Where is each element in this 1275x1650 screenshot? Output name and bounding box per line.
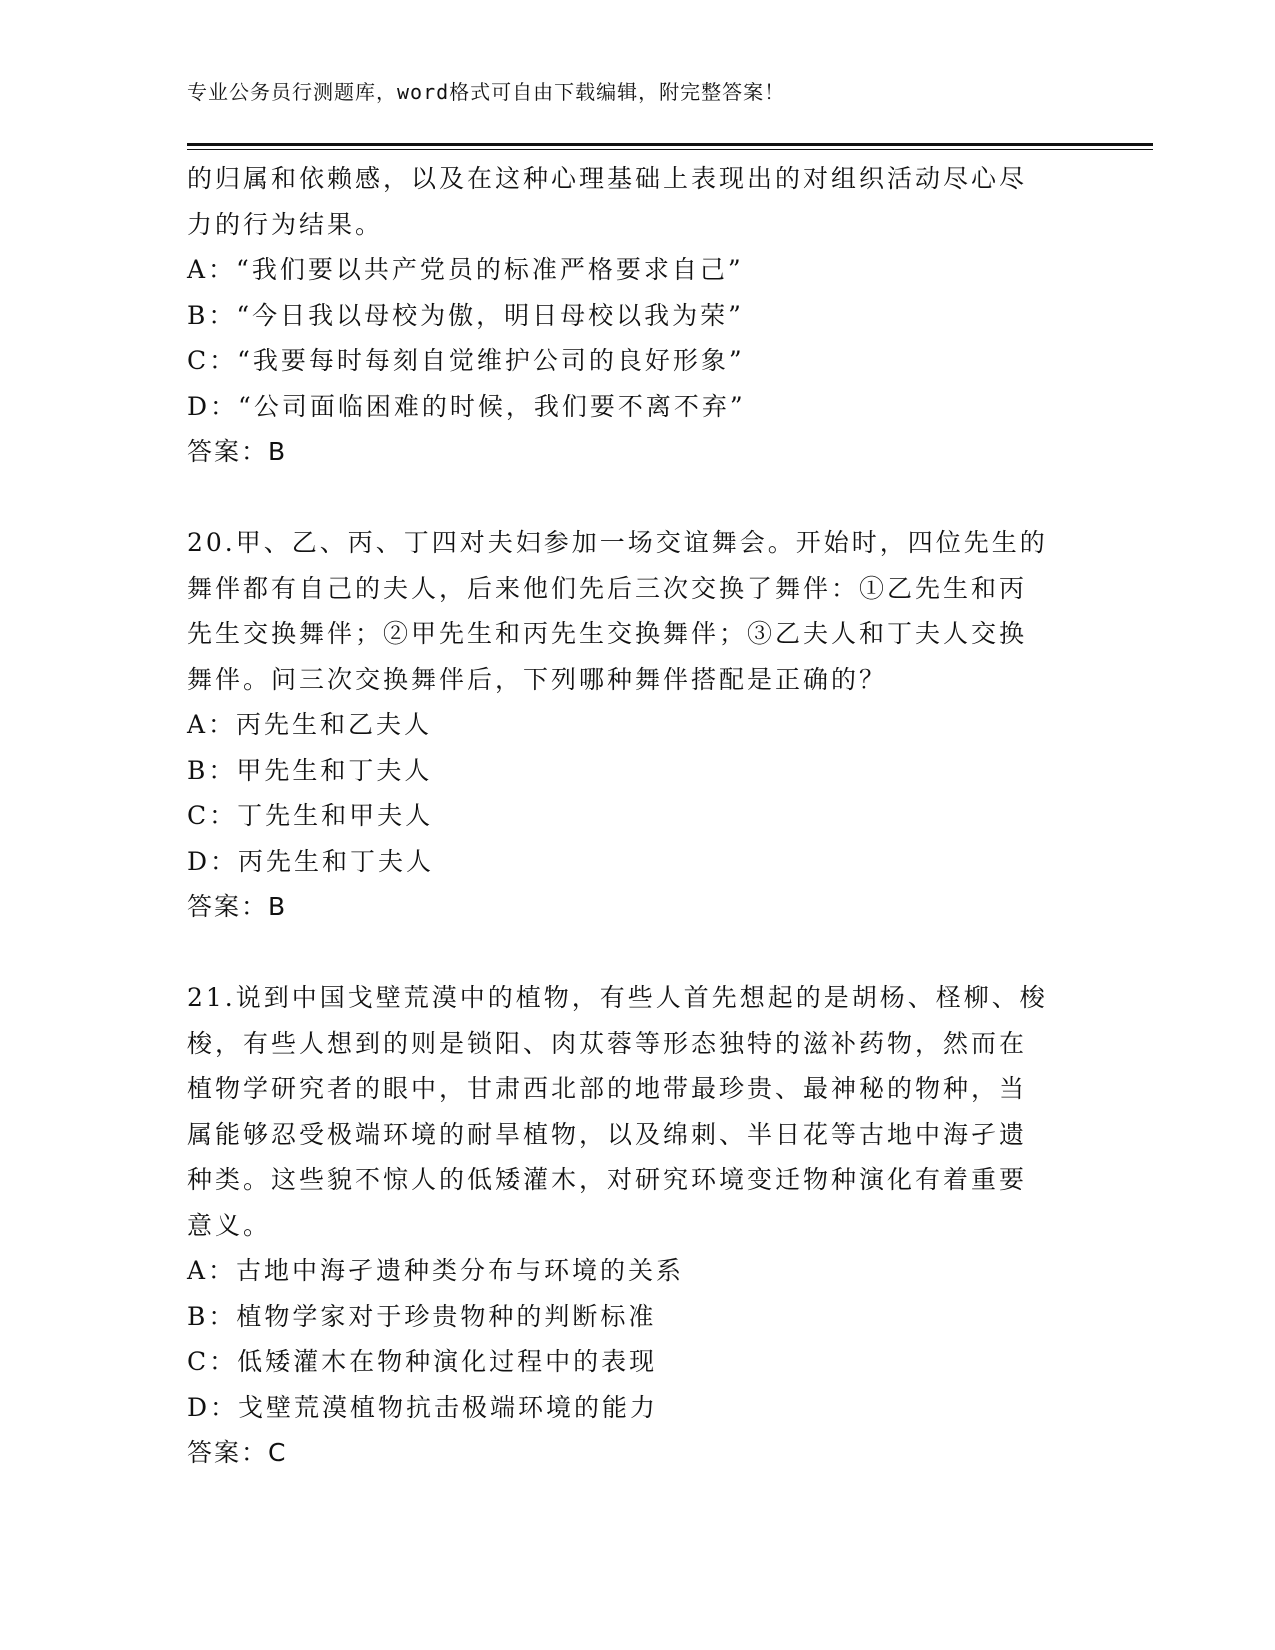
question-21-stem-line: 种类。这些貌不惊人的低矮灌木，对研究环境变迁物种演化有着重要 (187, 1165, 1028, 1194)
question-21-option-a: A：古地中海孑遗种类分布与环境的关系 (187, 1256, 685, 1285)
header-rule-thin (187, 149, 1153, 150)
question-20-stem-line: 20.甲、乙、丙、丁四对夫妇参加一场交谊舞会。开始时，四位先生的 (187, 528, 1048, 557)
question-21-stem-line: 意义。 (187, 1210, 272, 1240)
question-21-stem-line: 植物学研究者的眼中，甘肃西北部的地带最珍贵、最神秘的物种，当 (187, 1074, 1028, 1103)
question-20-stem-line: 舞伴。问三次交换舞伴后，下列哪种舞伴搭配是正确的？ (187, 664, 888, 694)
question-prev-answer: 答案：B (187, 437, 288, 466)
question-prev-option-d: D：“公司面临困难的时候，我们要不离不弃” (187, 391, 746, 421)
question-20-stem-line: 先生交换舞伴；②甲先生和丙先生交换舞伴；③乙夫人和丁夫人交换 (187, 619, 1028, 648)
question-21-stem-line: 21.说到中国戈壁荒漠中的植物，有些人首先想起的是胡杨、柽柳、梭 (187, 983, 1048, 1012)
question-prev-stem-line: 力的行为结果。 (187, 209, 384, 239)
question-21-answer: 答案：C (187, 1438, 288, 1467)
question-20-option-d: D：丙先生和丁夫人 (187, 846, 435, 876)
question-21-option-d: D：戈壁荒漠植物抗击极端环境的能力 (187, 1392, 659, 1422)
document-body (187, 156, 1087, 1476)
question-21-stem-line: 属能够忍受极端环境的耐旱植物，以及绵刺、半日花等古地中海孑遗 (187, 1119, 1028, 1149)
question-21-stem-line: 梭，有些人想到的则是锁阳、肉苁蓉等形态独特的滋补药物，然而在 (187, 1028, 1028, 1058)
question-21-option-c: C：低矮灌木在物种演化过程中的表现 (187, 1347, 658, 1376)
question-20-option-c: C：丁先生和甲夫人 (187, 801, 434, 830)
spacer (187, 930, 1087, 976)
question-20-stem-line: 舞伴都有自己的夫人，后来他们先后三次交换了舞伴：①乙先生和丙 (187, 573, 1028, 603)
header-rule-thick (187, 143, 1153, 146)
question-prev-option-a: A：“我们要以共产党员的标准严格要求自己” (187, 255, 744, 284)
question-21-option-b: B：植物学家对于珍贵物种的判断标准 (187, 1301, 657, 1331)
question-prev-option-b: B：“今日我以母校为傲，明日母校以我为荣” (187, 300, 744, 330)
page-header: 专业公务员行测题库，word格式可自由下载编辑，附完整答案！ (187, 80, 786, 104)
question-20-answer: 答案：B (187, 892, 288, 921)
question-20-option-b: B：甲先生和丁夫人 (187, 755, 433, 785)
question-prev-stem-line: 的归属和依赖感，以及在这种心理基础上表现出的对组织活动尽心尽 (187, 164, 1028, 193)
spacer (187, 475, 1087, 521)
question-20-option-a: A：丙先生和乙夫人 (187, 710, 433, 739)
question-prev-option-c: C：“我要每时每刻自觉维护公司的良好形象” (187, 346, 745, 375)
